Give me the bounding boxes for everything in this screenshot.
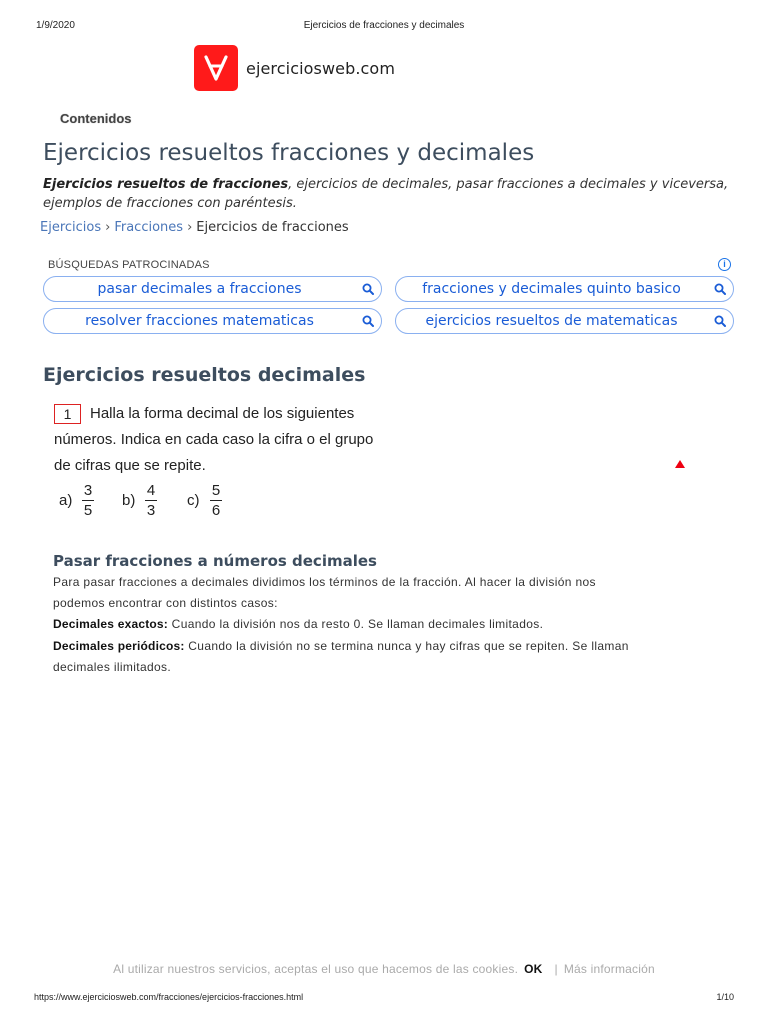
paragraph-periodicos: [53, 636, 703, 678]
sponsored-search-button[interactable]: [395, 308, 734, 334]
sponsored-search-label: ejercicios resueltos de matematicas: [425, 313, 678, 329]
forall-icon: [194, 45, 238, 91]
cookie-separator: |: [554, 962, 558, 976]
paragraph-line: Para pasar fracciones a decimales dividimos los términos de la fracción. Al hacer la división nos: [53, 575, 596, 589]
site-logo[interactable]: [194, 45, 395, 91]
print-header: [0, 20, 768, 32]
fraction-bar: [210, 500, 222, 501]
breadcrumb: [40, 220, 349, 235]
fraction-denominator: 3: [146, 502, 156, 520]
search-icon: [355, 315, 381, 327]
print-page-number: 1/10: [716, 992, 734, 1002]
intro-paragraph: [43, 175, 733, 213]
fraction-numerator: 4: [146, 482, 156, 499]
breadcrumb-separator: ›: [187, 220, 193, 235]
search-icon: [707, 283, 733, 295]
breadcrumb-ejercicios[interactable]: Ejercicios: [40, 220, 102, 235]
page-title: Ejercicios resueltos fracciones y decimales: [43, 140, 535, 166]
fraction-label: b): [122, 492, 136, 509]
fraction: [145, 482, 157, 519]
breadcrumb-current: Ejercicios de fracciones: [196, 220, 349, 235]
sponsored-search-label: pasar decimales a fracciones: [97, 281, 302, 297]
sponsored-label: BÚSQUEDAS PATROCINADAS: [48, 259, 210, 271]
fraction-numerator: 5: [211, 482, 221, 499]
breadcrumb-fracciones[interactable]: Fracciones: [114, 220, 184, 235]
print-url: https://www.ejerciciosweb.com/fracciones/ejercicios-fracciones.html: [34, 992, 304, 1002]
exercise-number: 1: [54, 404, 81, 424]
cookie-text: Al utilizar nuestros servicios, aceptas el uso que hacemos de las cookies.: [113, 962, 519, 976]
fraction-bar: [82, 500, 94, 501]
fraction-label: a): [59, 492, 73, 509]
fraction-numerator: 3: [83, 482, 93, 499]
sponsored-search-button[interactable]: [43, 276, 382, 302]
term-label: Decimales periódicos:: [53, 639, 185, 653]
cookie-more-link[interactable]: Más información: [563, 962, 655, 976]
intro-rest: , ejercicios de decimales, pasar fracciones a decimales y viceversa,: [288, 177, 729, 192]
report-flag-icon[interactable]: [675, 460, 685, 468]
section-title: Ejercicios resueltos decimales: [43, 364, 366, 386]
contenidos-link[interactable]: Contenidos: [60, 111, 132, 126]
fraction-denominator: 5: [83, 502, 93, 520]
exercise-line: de cifras que se repite.: [54, 457, 206, 474]
print-date: 1/9/2020: [36, 20, 75, 31]
paragraph-line: decimales ilimitados.: [53, 660, 172, 674]
cookie-ok-button[interactable]: OK: [524, 962, 543, 976]
intro-bold: Ejercicios resueltos de fracciones: [43, 177, 289, 192]
fraction: [82, 482, 94, 519]
fraction: [210, 482, 222, 519]
subsection-title: Pasar fracciones a números decimales: [53, 552, 377, 570]
sponsored-search-label: resolver fracciones matematicas: [85, 313, 314, 329]
term-text: Cuando la división no se termina nunca y hay cifras que se repiten. Se llaman: [184, 639, 629, 653]
breadcrumb-separator: ›: [105, 220, 111, 235]
sponsored-search-button[interactable]: [43, 308, 382, 334]
logo-text: ejerciciosweb.com: [246, 58, 396, 78]
fraction-label: c): [187, 492, 200, 509]
fraction-bar: [145, 500, 157, 501]
paragraph-line: podemos encontrar con distintos casos:: [53, 596, 278, 610]
search-icon: [355, 283, 381, 295]
sponsored-search-button[interactable]: [395, 276, 734, 302]
search-icon: [707, 315, 733, 327]
fraction-denominator: 6: [211, 502, 221, 520]
term-text: Cuando la división nos da resto 0. Se llaman decimales limitados.: [168, 617, 544, 631]
sponsored-search-label: fracciones y decimales quinto basico: [422, 281, 681, 297]
paragraph: [53, 572, 703, 614]
exercise-line: Halla la forma decimal de los siguientes: [90, 405, 355, 422]
cookie-banner: [0, 962, 768, 976]
exercise-line: números. Indica en cada caso la cifra o el grupo: [54, 431, 374, 448]
intro-line2: ejemplos de fracciones con paréntesis.: [43, 196, 297, 211]
term-label: Decimales exactos:: [53, 617, 168, 631]
info-icon[interactable]: i: [718, 258, 731, 271]
print-title: Ejercicios de fracciones y decimales: [303, 20, 465, 31]
paragraph-exactos: [53, 614, 703, 635]
